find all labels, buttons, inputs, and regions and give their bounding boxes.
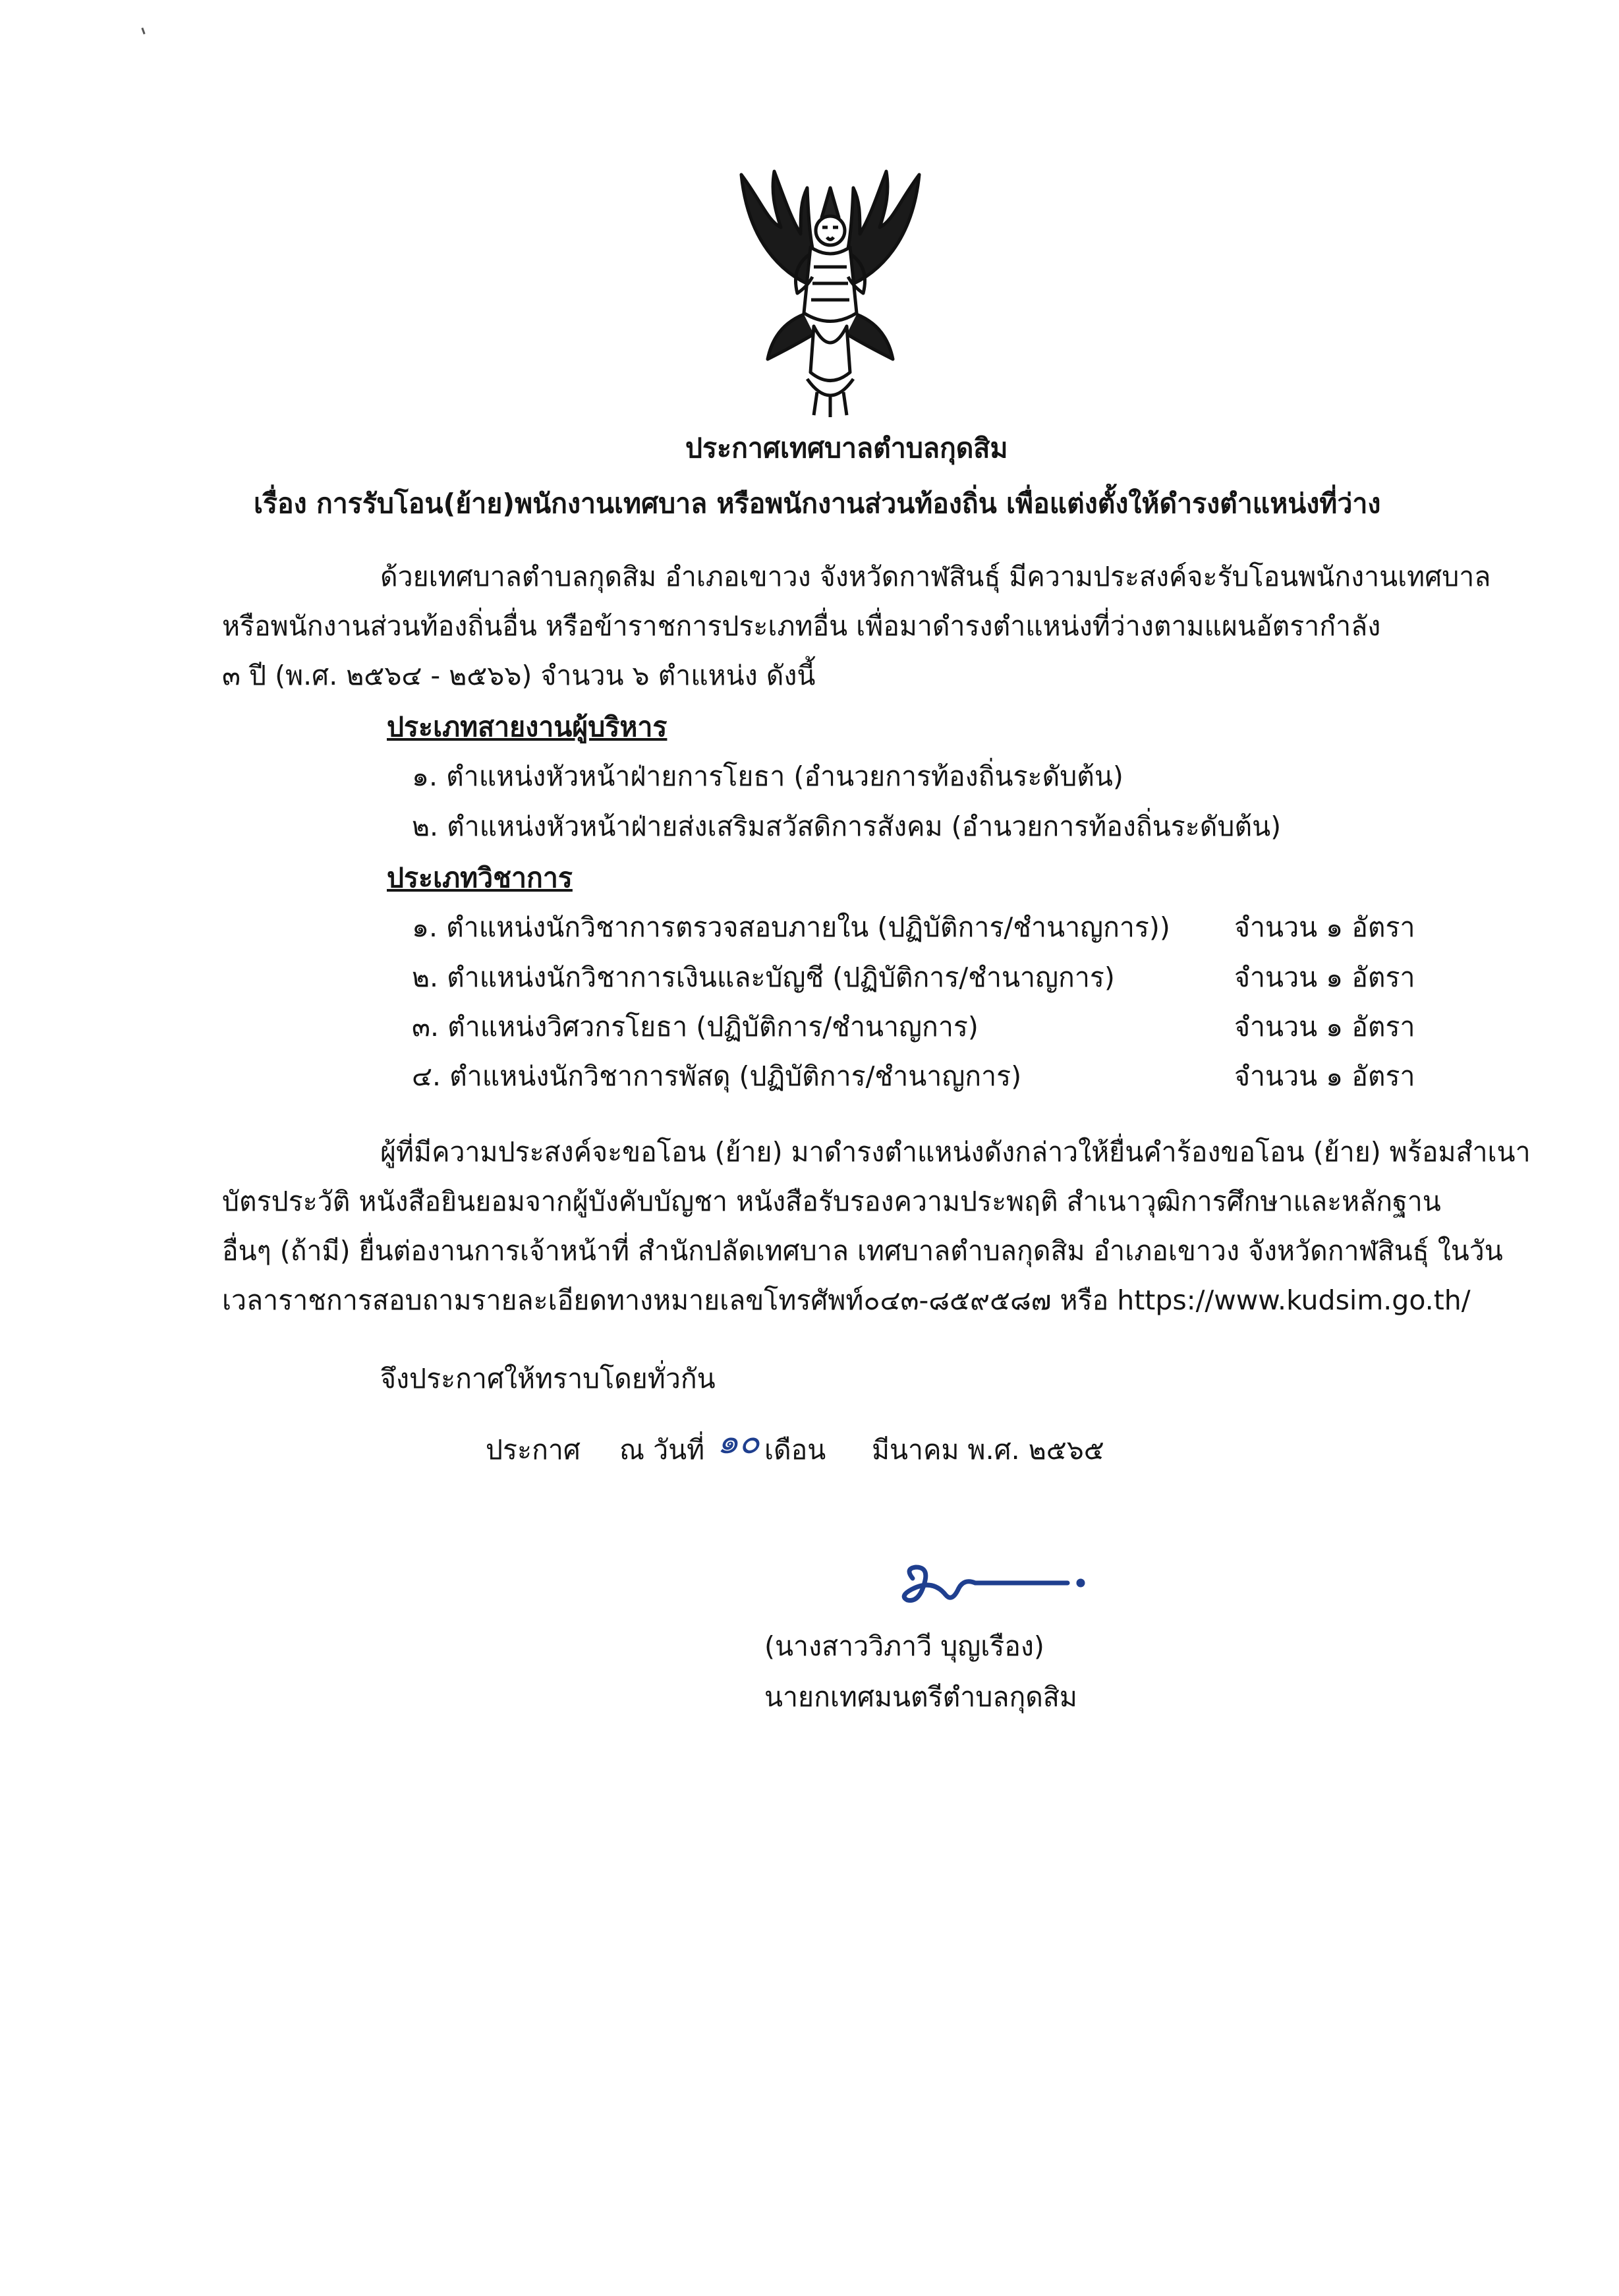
date-day-label: ณ วันที่ — [619, 1434, 705, 1466]
academic-item-4-count: จำนวน ๑ อัตรา — [1234, 1060, 1415, 1092]
announcement-title: ประกาศเทศบาลตำบลกุดสิม — [685, 432, 1008, 464]
intro-line-2: หรือพนักงานส่วนท้องถิ่นอื่น หรือข้าราชการประเภทอื่น เพื่อมาดำรงตำแหน่งที่ว่างตามแผนอัตรากำลัง — [222, 610, 1381, 642]
signatory-name: (นางสาววิภาวี บุญเรือง) — [764, 1630, 1044, 1662]
scan-speck — [141, 28, 145, 34]
academic-item-1-position: ๑. ตำแหน่งนักวิชาการตรวจสอบภายใน (ปฏิบัติการ/ชำนาญการ)) — [412, 911, 1170, 943]
signatory-title: นายกเทศมนตรีตำบลกุดสิม — [764, 1681, 1077, 1713]
academic-item-2-count: จำนวน ๑ อัตรา — [1234, 961, 1415, 993]
application-line-2: บัตรประวัติ หนังสือยินยอมจากผู้บังคับบัญชา หนังสือรับรองความประพฤติ สำเนาวุฒิการศึกษาและหลักฐาน — [222, 1186, 1441, 1217]
executive-heading: ประเภทสายงานผู้บริหาร — [387, 711, 667, 743]
application-line-3: อื่นๆ (ถ้ามี) ยื่นต่องานการเจ้าหน้าที่ สำนักปลัดเทศบาล เทศบาลตำบลกุดสิม อำเภอเขาวง จังหวัดกาฬสินธุ์ ในวัน — [222, 1235, 1503, 1267]
application-line-1: ผู้ที่มีความประสงค์จะขอโอน (ย้าย) มาดำรงตำแหน่งดังกล่าวให้ยื่นคำร้องขอโอน (ย้าย) พร้อมสำเนา — [380, 1136, 1531, 1168]
garuda-emblem-icon — [735, 161, 926, 418]
executive-item-1: ๑. ตำแหน่งหัวหน้าฝ่ายการโยธา (อำนวยการท้องถิ่นระดับต้น) — [412, 761, 1123, 792]
date-month-label: เดือน — [764, 1434, 826, 1466]
executive-item-2: ๒. ตำแหน่งหัวหน้าฝ่ายส่งเสริมสวัสดิการสังคม (อำนวยการท้องถิ่นระดับต้น) — [412, 811, 1282, 842]
signature-mark — [893, 1542, 1091, 1621]
intro-line-3: ๓ ปี (พ.ศ. ๒๕๖๔ - ๒๕๖๖) จำนวน ๖ ตำแหน่ง ดังนี้ — [222, 660, 816, 691]
academic-heading: ประเภทวิชาการ — [387, 862, 573, 894]
academic-item-3-position: ๓. ตำแหน่งวิศวกรโยธา (ปฏิบัติการ/ชำนาญการ) — [412, 1011, 979, 1043]
academic-item-2-position: ๒. ตำแหน่งนักวิชาการเงินและบัญชี (ปฏิบัติการ/ชำนาญการ) — [412, 961, 1115, 993]
intro-line-1: ด้วยเทศบาลตำบลกุดสิม อำเภอเขาวง จังหวัดกาฬสินธุ์ มีความประสงค์จะรับโอนพนักงานเทศบาล — [380, 561, 1491, 592]
announcement-subject: เรื่อง การรับโอน(ย้าย)พนักงานเทศบาล หรือพนักงานส่วนท้องถิ่น เพื่อแต่งตั้งให้ดำรงตำแหน่งที่ว่าง — [254, 488, 1381, 519]
date-day-handwritten: ๑๐ — [717, 1422, 760, 1462]
academic-item-3-count: จำนวน ๑ อัตรา — [1234, 1011, 1415, 1043]
academic-item-1-count: จำนวน ๑ อัตรา — [1234, 911, 1415, 943]
application-line-4: เวลาราชการสอบถามรายละเอียดทางหมายเลขโทรศัพท์๐๔๓-๘๕๙๕๘๗ หรือ https://www.kudsim.go.th/ — [222, 1284, 1471, 1316]
date-month-year: มีนาคม พ.ศ. ๒๕๖๕ — [872, 1434, 1104, 1466]
closing-statement: จึงประกาศให้ทราบโดยทั่วกัน — [380, 1363, 716, 1394]
academic-item-4-position: ๔. ตำแหน่งนักวิชาการพัสดุ (ปฏิบัติการ/ชำนาญการ) — [412, 1060, 1022, 1092]
date-prefix: ประกาศ — [486, 1434, 581, 1466]
